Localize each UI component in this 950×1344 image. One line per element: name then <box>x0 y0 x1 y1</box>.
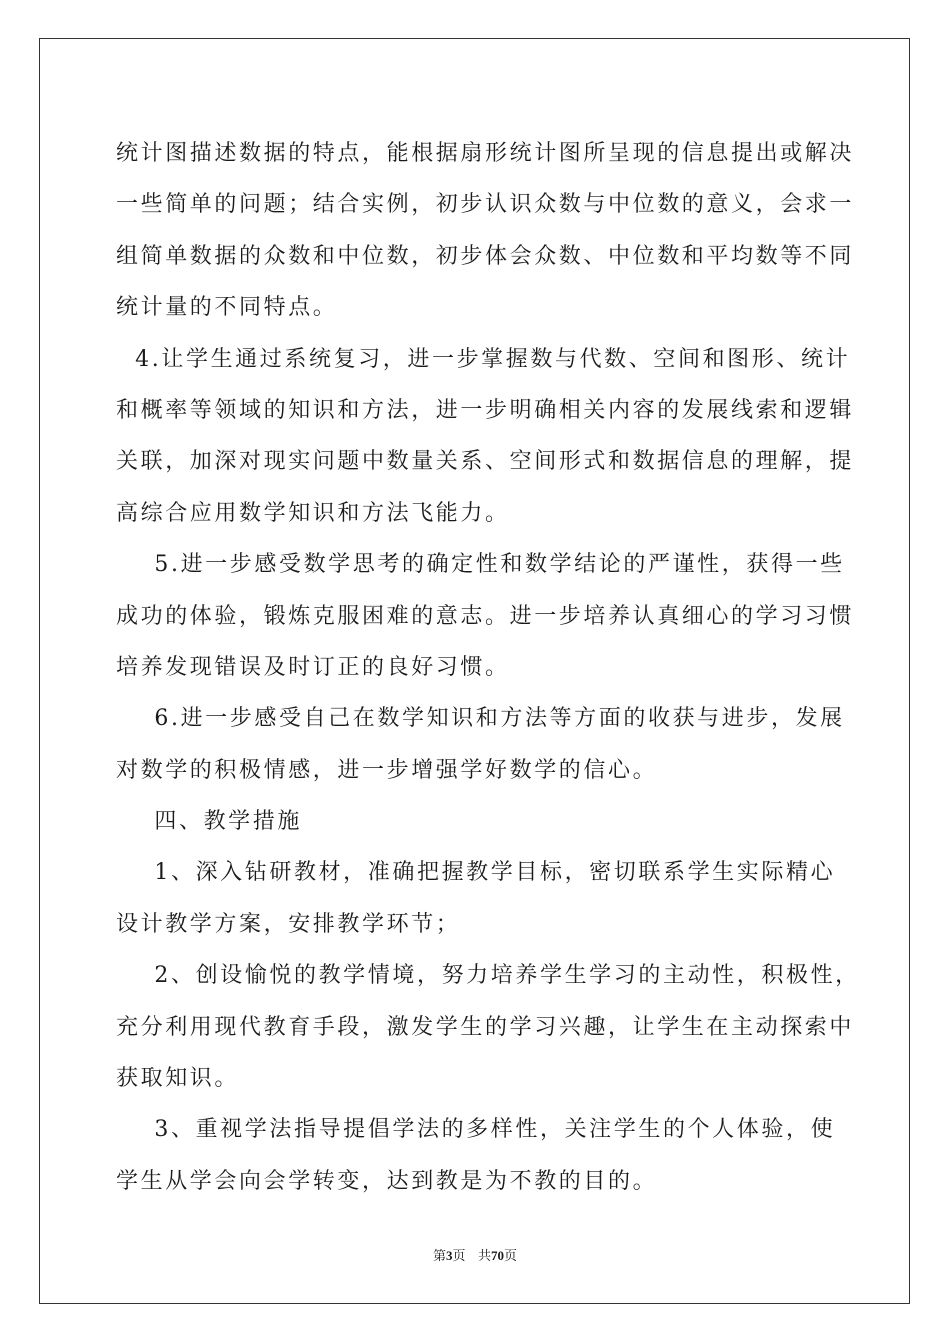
text-line: 和概率等领域的知识和方法，进一步明确相关内容的发展线索和逻辑 <box>116 397 855 423</box>
page-footer <box>0 1245 950 1264</box>
footer-page-suffix: 页 <box>452 1249 466 1264</box>
footer-total-pages: 70 <box>490 1248 504 1263</box>
text-line: 获取知识。 <box>116 1066 240 1092</box>
text-line: 学生从学会向会学转变，达到教是为不教的目的。 <box>116 1168 658 1194</box>
footer-prefix: 第 <box>433 1249 447 1264</box>
document-body <box>116 128 860 1207</box>
text-line: 充分利用现代教育手段，激发学生的学习兴趣，让学生在主动探索中 <box>116 1014 855 1040</box>
text-line: 3、重视学法指导提倡学法的多样性，关注学生的个人体验，使 <box>116 1117 836 1143</box>
footer-page-number: 3 <box>446 1248 453 1263</box>
text-line: 统计量的不同特点。 <box>116 295 338 321</box>
text-line: 培养发现错误及时订正的良好习惯。 <box>116 654 510 680</box>
text-line: 6.进一步感受自己在数学知识和方法等方面的收获与进步，发展 <box>116 706 845 732</box>
text-line: 高综合应用数学知识和方法飞能力。 <box>116 500 510 526</box>
text-line: 对数学的积极情感，进一步增强学好数学的信心。 <box>116 757 658 783</box>
text-line: 4.让学生通过系统复习，进一步掌握数与代数、空间和图形、统计 <box>116 346 851 372</box>
text-line: 一些简单的问题；结合实例，初步认识众数与中位数的意义，会求一 <box>116 192 855 218</box>
footer-total-prefix: 共 <box>477 1249 491 1264</box>
text-line: 成功的体验，锻炼克服困难的意志。进一步培养认真细心的学习习惯 <box>116 603 855 629</box>
text-line: 5.进一步感受数学思考的确定性和数学结论的严谨性，获得一些 <box>116 552 845 578</box>
text-line: 设计教学方案，安排教学环节； <box>116 911 461 937</box>
text-line: 1、深入钻研教材，准确把握教学目标，密切联系学生实际精心 <box>116 860 836 886</box>
text-line: 统计图描述数据的特点，能根据扇形统计图所呈现的信息提出或解决 <box>116 141 855 166</box>
text-line: 关联，加深对现实问题中数量关系、空间形式和数据信息的理解，提 <box>116 449 855 475</box>
text-line: 2、创设愉悦的教学情境，努力培养学生学习的主动性，积极性， <box>116 963 860 989</box>
footer-total-suffix: 页 <box>503 1249 517 1264</box>
text-line: 组简单数据的众数和中位数，初步体会众数、中位数和平均数等不同 <box>116 243 855 269</box>
section-heading: 四、教学措施 <box>116 809 302 835</box>
